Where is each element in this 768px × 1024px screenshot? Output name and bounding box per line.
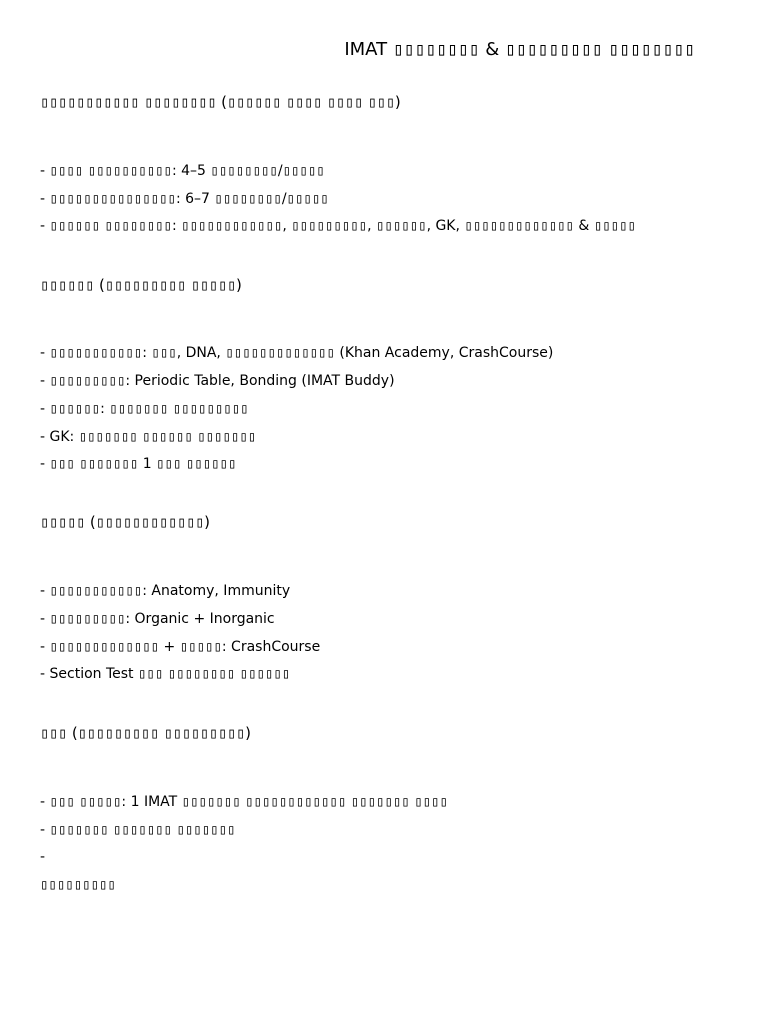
missing-glyph-run: ▯▯▯▯▯▯▯ <box>197 429 257 445</box>
missing-glyph-run: ▯▯▯▯▯▯ <box>142 429 193 445</box>
missing-glyph-run: ▯▯▯▯▯▯▯▯▯▯▯▯▯ <box>49 639 160 655</box>
missing-glyph-run: ▯▯▯▯▯▯▯ <box>350 794 410 810</box>
list-item <box>40 875 116 895</box>
missing-glyph-run: ▯▯▯▯▯▯ <box>375 218 427 234</box>
missing-glyph-run: ▯▯▯▯▯▯▯▯▯ <box>49 611 126 627</box>
missing-glyph-run: ▯▯▯ <box>49 456 75 472</box>
missing-glyph-run: ▯▯▯▯▯ <box>593 218 636 234</box>
missing-glyph-run: ▯▯▯▯▯▯▯▯▯▯ <box>87 163 172 179</box>
missing-glyph-run: ▯▯▯▯▯▯▯▯▯▯▯ <box>49 345 143 361</box>
list-item: - ▯▯▯▯▯▯▯▯▯▯▯: Anatomy, Immunity <box>40 583 291 599</box>
list-item: - ▯▯▯ ▯▯▯▯▯: 1 IMAT ▯▯▯▯▯▯▯ ▯▯▯▯▯▯▯▯▯▯▯▯ ▯▯▯▯▯▯▯ ▯▯▯▯ <box>40 794 448 810</box>
list-item: - ▯▯▯▯▯▯: ▯▯▯▯▯▯▯ ▯▯▯▯▯▯▯▯▯ <box>40 401 249 417</box>
missing-glyph-run: ▯▯▯▯▯▯▯▯▯ <box>172 401 249 417</box>
missing-glyph-run: ▯▯▯▯▯▯▯ <box>181 794 241 810</box>
list-item: - ▯▯▯▯▯▯▯▯▯: Organic + Inorganic <box>40 611 275 627</box>
missing-glyph-run: ▯▯▯ <box>138 666 164 682</box>
missing-glyph-run: ▯▯▯▯▯▯▯ <box>112 822 172 838</box>
section-heading: ▯▯▯▯▯▯ (▯▯▯▯▯▯▯▯▯ ▯▯▯▯▯) <box>40 276 242 294</box>
missing-glyph-run: ▯▯▯▯▯▯▯▯ <box>608 39 695 60</box>
missing-glyph-run: ▯▯▯▯▯▯▯▯ <box>104 218 172 234</box>
missing-glyph-run: ▯▯▯▯▯▯▯▯ <box>214 191 282 207</box>
missing-glyph-run: ▯▯▯ <box>49 794 75 810</box>
document-title: IMAT ▯▯▯▯▯▯▯▯ & ▯▯▯▯▯▯▯▯▯ ▯▯▯▯▯▯▯▯ <box>344 39 695 60</box>
missing-glyph-run: ▯▯▯ <box>151 345 177 361</box>
missing-glyph-run: ▯▯▯▯▯▯▯ <box>109 401 169 417</box>
missing-glyph-run: ▯▯▯▯ <box>49 163 84 179</box>
list-item: - ▯▯▯▯▯▯▯▯▯▯▯▯▯▯▯: 6–7 ▯▯▯▯▯▯▯▯/▯▯▯▯▯ <box>40 191 329 207</box>
missing-glyph-run: ▯▯▯▯▯▯ <box>40 276 95 294</box>
missing-glyph-run: ▯▯▯ <box>40 724 68 742</box>
missing-glyph-run: ▯▯▯▯▯ <box>40 513 86 531</box>
list-item: - ▯▯▯▯▯▯▯▯▯▯▯▯▯ + ▯▯▯▯▯: CrashCourse <box>40 639 321 655</box>
missing-glyph-run: ▯▯▯▯▯▯▯▯▯▯▯ <box>49 583 143 599</box>
missing-glyph-run: ▯▯▯▯▯▯ <box>239 666 291 682</box>
missing-glyph-run: ▯▯▯▯▯▯▯▯▯▯▯▯▯ <box>225 345 335 361</box>
section-heading: ▯▯▯▯▯ (▯▯▯▯▯▯▯▯▯▯▯▯) <box>40 513 211 531</box>
missing-glyph-run: ▯▯▯▯▯▯▯▯ <box>144 93 217 111</box>
missing-glyph-run: ▯▯▯▯▯▯▯▯▯ <box>49 373 126 389</box>
missing-glyph-run: ▯▯▯▯ <box>285 93 323 111</box>
missing-glyph-run: ▯▯▯▯▯▯▯ <box>49 822 109 838</box>
missing-glyph-run: ▯▯▯▯ <box>414 794 448 810</box>
missing-glyph-run: ▯▯▯▯▯▯▯▯▯▯▯▯▯ <box>464 218 574 234</box>
missing-glyph-run: ▯▯▯ <box>367 93 395 111</box>
missing-glyph-run: ▯▯▯▯▯ <box>179 639 222 655</box>
section-heading: ▯▯▯▯▯▯▯▯▯▯▯ ▯▯▯▯▯▯▯▯ (▯▯▯▯▯▯ ▯▯▯▯ ▯▯▯▯ ▯▯▯) <box>40 93 401 111</box>
list-item: - ▯▯▯ ▯▯▯▯▯▯▯ 1 ▯▯▯ ▯▯▯▯▯▯ <box>40 456 237 472</box>
list-item: - ▯▯▯▯▯▯▯▯▯▯▯: ▯▯▯, DNA, ▯▯▯▯▯▯▯▯▯▯▯▯▯ (Khan Academy, CrashCourse) <box>40 345 554 361</box>
missing-glyph-run: ▯▯▯▯▯▯ <box>185 456 237 472</box>
list-item: - GK: ▯▯▯▯▯▯▯ ▯▯▯▯▯▯ ▯▯▯▯▯▯▯ <box>40 429 257 445</box>
missing-glyph-run: ▯▯▯▯▯ <box>79 794 122 810</box>
missing-glyph-run: ▯▯▯▯▯▯▯▯ <box>392 39 480 60</box>
missing-glyph-run: ▯▯▯▯▯▯▯ <box>79 456 139 472</box>
list-item: - Section Test ▯▯▯ ▯▯▯▯▯▯▯▯ ▯▯▯▯▯▯ <box>40 666 291 682</box>
missing-glyph-run: ▯▯▯▯▯▯▯▯ <box>210 163 278 179</box>
missing-glyph-run: ▯▯▯▯▯ <box>190 276 237 294</box>
missing-glyph-run: ▯▯▯▯▯▯▯▯▯▯▯▯▯▯▯ <box>49 191 176 207</box>
missing-glyph-run: ▯▯▯ <box>156 456 182 472</box>
section-heading: ▯▯▯ (▯▯▯▯▯▯▯▯▯ ▯▯▯▯▯▯▯▯▯) <box>40 724 251 742</box>
missing-glyph-run: ▯▯▯▯▯▯▯▯▯ <box>104 276 187 294</box>
list-item: - <box>40 849 46 865</box>
missing-glyph-run: ▯▯▯▯▯▯▯ <box>78 429 138 445</box>
missing-glyph-run: ▯▯▯▯▯ <box>282 163 325 179</box>
missing-glyph-run: ▯▯▯▯▯▯▯▯▯ <box>291 218 368 234</box>
missing-glyph-run: ▯▯▯▯▯▯▯▯▯▯▯▯ <box>245 794 347 810</box>
missing-glyph-run: ▯▯▯▯ <box>326 93 363 111</box>
missing-glyph-run: ▯▯▯▯▯▯▯ <box>176 822 236 838</box>
missing-glyph-run: ▯▯▯▯▯▯▯▯▯▯▯▯ <box>95 513 205 531</box>
missing-glyph-run: ▯▯▯▯▯ <box>286 191 329 207</box>
list-item: - ▯▯▯▯▯▯ ▯▯▯▯▯▯▯▯: ▯▯▯▯▯▯▯▯▯▯▯▯, ▯▯▯▯▯▯▯▯▯, ▯▯▯▯▯▯, GK, ▯▯▯▯▯▯▯▯▯▯▯▯▯ & ▯▯▯▯▯ <box>40 218 636 234</box>
missing-glyph-run: ▯▯▯▯▯▯▯▯▯ <box>505 39 603 60</box>
list-item: - ▯▯▯▯▯▯▯▯▯: Periodic Table, Bonding (IMAT Buddy) <box>40 373 395 389</box>
missing-glyph-run: ▯▯▯▯▯▯▯▯ <box>167 666 236 682</box>
missing-glyph-run: ▯▯▯▯▯▯▯▯▯ <box>40 877 116 893</box>
missing-glyph-run: ▯▯▯▯▯▯▯▯▯▯▯ <box>40 93 140 111</box>
missing-glyph-run: ▯▯▯▯▯▯ <box>49 218 101 234</box>
missing-glyph-run: ▯▯▯▯▯▯▯▯▯▯▯▯ <box>181 218 283 234</box>
list-item: - ▯▯▯▯▯▯▯ ▯▯▯▯▯▯▯ ▯▯▯▯▯▯▯ <box>40 822 236 838</box>
missing-glyph-run: ▯▯▯▯▯▯▯▯▯ <box>77 724 159 742</box>
missing-glyph-run: ▯▯▯▯▯▯ <box>227 93 282 111</box>
list-item: - ▯▯▯▯ ▯▯▯▯▯▯▯▯▯▯: 4–5 ▯▯▯▯▯▯▯▯/▯▯▯▯▯ <box>40 163 325 179</box>
missing-glyph-run: ▯▯▯▯▯▯ <box>49 401 101 417</box>
missing-glyph-run: ▯▯▯▯▯▯▯▯▯ <box>163 724 246 742</box>
